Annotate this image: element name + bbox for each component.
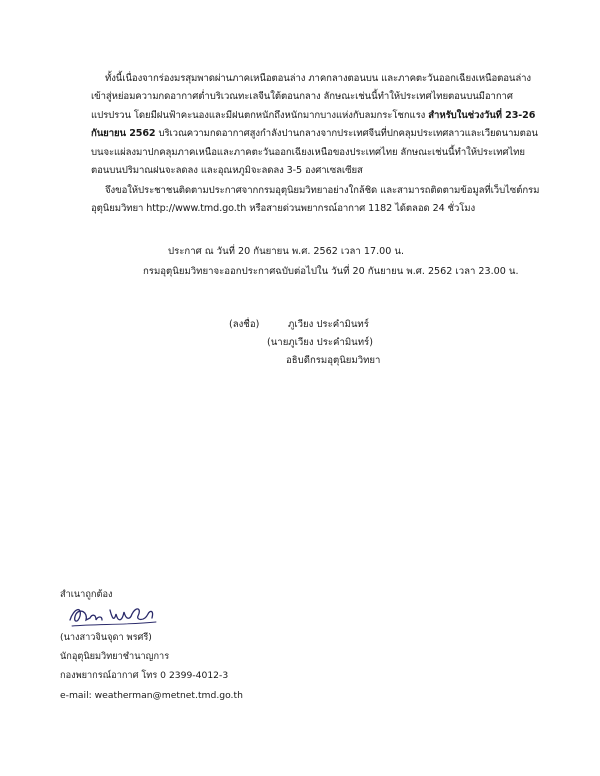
paragraph-1-bold-dates: สำหรับในช่วงวันที่ 23-26 กันยายน 2562 [91,109,536,140]
certified-copy-label: สำเนาถูกต้อง [60,589,113,600]
signatory-title: อธิบดีกรมอุตุนิยมวิทยา [286,355,381,366]
announcement-paragraph-2: จึงขอให้ประชาชนติดตามประกาศจากกรมอุตุนิยมวิทยาอย่างใกล้ชิด และสามารถติดตามข้อมูลที่เว็บไซต์กรมอุตุนิยมวิทยา http://www.tmd.go.th หรือสายด่วนพยากรณ์อากาศ 1182 ได้ตลอด 24 ชั่วโมง [91,185,540,215]
copy-certifier-position: นักอุตุนิยมวิทยาชำนาญการ [60,651,170,662]
contact-email: e-mail: weatherman@metnet.tmd.go.th [60,690,243,701]
handwritten-signature [66,600,162,630]
paragraph-1-text-b: บริเวณความกดอากาศสูงกำลังปานกลางจากประเทศจีนที่ปกคลุมประเทศลาวและเวียดนามตอนบนจะแผ่ลงมาปกคลุมภาคเหนือและภาคตะวันออกเฉียงเหนือของประเทศไทย ลักษณะเช่นนี้ทำให้ประเทศไทยตอนบนปริมาณฝนจะลดลง และอุณหภูมิจะลดลง 3-5 องศาเซลเซียส [91,128,538,177]
issued-date-line: ประกาศ ณ วันที่ 20 กันยายน พ.ศ. 2562 เวลา 17.00 น. [168,246,404,257]
signed-label: (ลงชื่อ) [229,319,260,330]
next-announcement-line: กรมอุตุนิยมวิทยาจะออกประกาศฉบับต่อไปใน วันที่ 20 กันยายน พ.ศ. 2562 เวลา 23.00 น. [143,266,519,277]
signatory-full-name: (นายภูเวียง ประคำมินทร์) [267,337,373,348]
signatory-name: ภูเวียง ประคำมินทร์ [288,319,369,330]
copy-certifier-department: กองพยากรณ์อากาศ โทร 0 2399-4012-3 [60,670,229,681]
copy-certifier-name: (นางสาวจินจุดา พรศรี) [60,632,152,643]
announcement-paragraph-1 [91,70,543,180]
paragraph-1-text-a: ทั้งนี้เนื่องจากร่องมรสุมพาดผ่านภาคเหนือตอนล่าง ภาคกลางตอนบน และภาคตะวันออกเฉียงเหนือตอนล่างเข้าสู่หย่อมความกดอากาศต่ำบริเวณทะเลจีนใต้ตอนกลาง ลักษณะเช่นนี้ทำให้ประเทศไทยตอนบนมีอากาศแปรปรวน โดยมีฝนฟ้าคะนองและมีฝนตกหนักถึงหนักมากบางแห่งกับลมกระโชกแรง [91,73,532,121]
